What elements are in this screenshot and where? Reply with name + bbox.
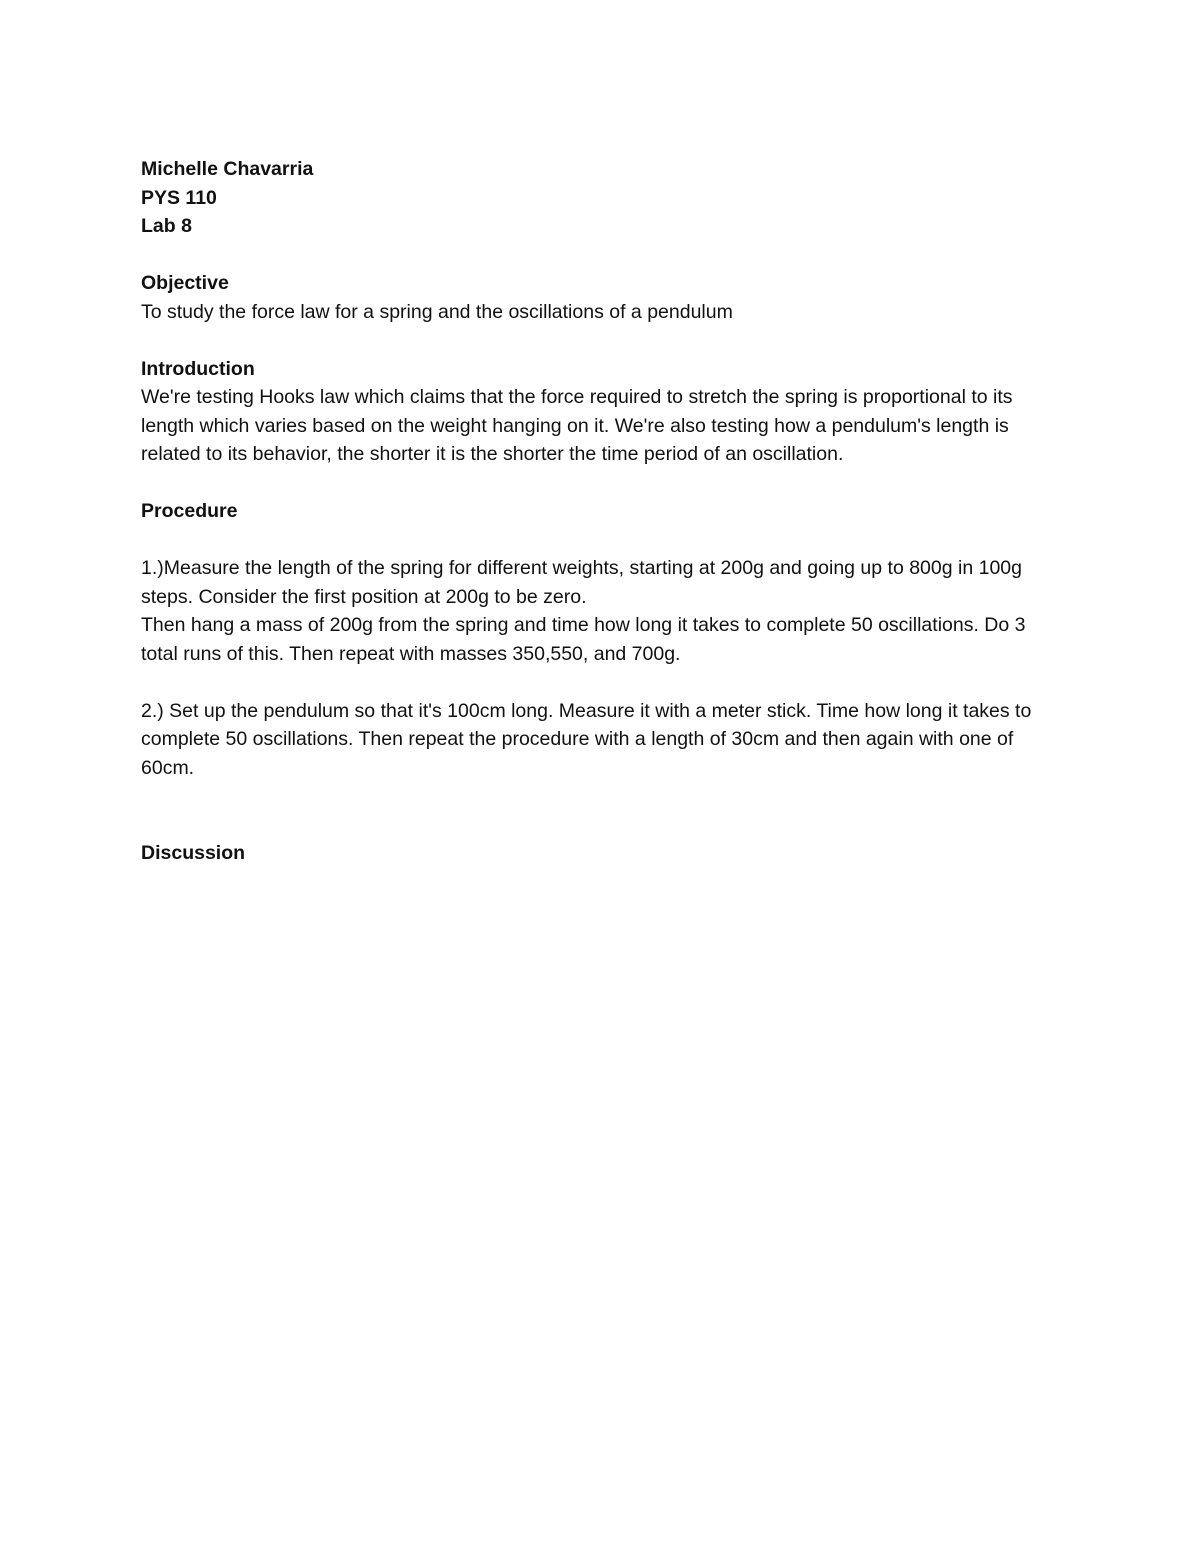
procedure-heading: Procedure [141, 500, 238, 522]
author-name: Michelle Chavarria [141, 158, 314, 180]
procedure-step-2: 2.) Set up the pendulum so that it's 100cm long. Measure it with a meter stick. Time how long it takes to complete 50 oscillations. Then repeat the procedure with a length of 30cm and then again with one of 60cm. [141, 699, 1032, 779]
lab-number: Lab 8 [141, 215, 192, 237]
introduction-heading: Introduction [141, 357, 255, 380]
discussion-heading: Discussion [141, 842, 246, 864]
spacer [141, 326, 1066, 355]
objective-heading: Objective [141, 272, 229, 294]
spacer [141, 241, 1066, 270]
spacer [141, 668, 1066, 697]
introduction-text: We're testing Hooks law which claims that the force required to stretch the spring is proportional to its length which varies based on the weight hanging on it. We're also testing how a pendulum's length is related to its behavior, the shorter it is the shorter the time period of an oscillation. [141, 386, 1013, 465]
document-body [141, 155, 1066, 868]
objective-text: To study the force law for a spring and the oscillations of a pendulum [141, 300, 733, 323]
spacer [141, 782, 1066, 839]
procedure-step-1-measure: 1.)Measure the length of the spring for different weights, starting at 200g and going up to 800g in 100g steps. Consider the first position at 200g to be zero. [141, 557, 1022, 608]
procedure-step-1-oscillations: Then hang a mass of 200g from the spring and time how long it takes to complete 50 oscillations. Do 3 total runs of this. Then repeat with masses 350,550, and 700g. [141, 614, 1026, 665]
spacer [141, 469, 1066, 498]
course-code: PYS 110 [141, 186, 217, 209]
spacer [141, 526, 1066, 555]
